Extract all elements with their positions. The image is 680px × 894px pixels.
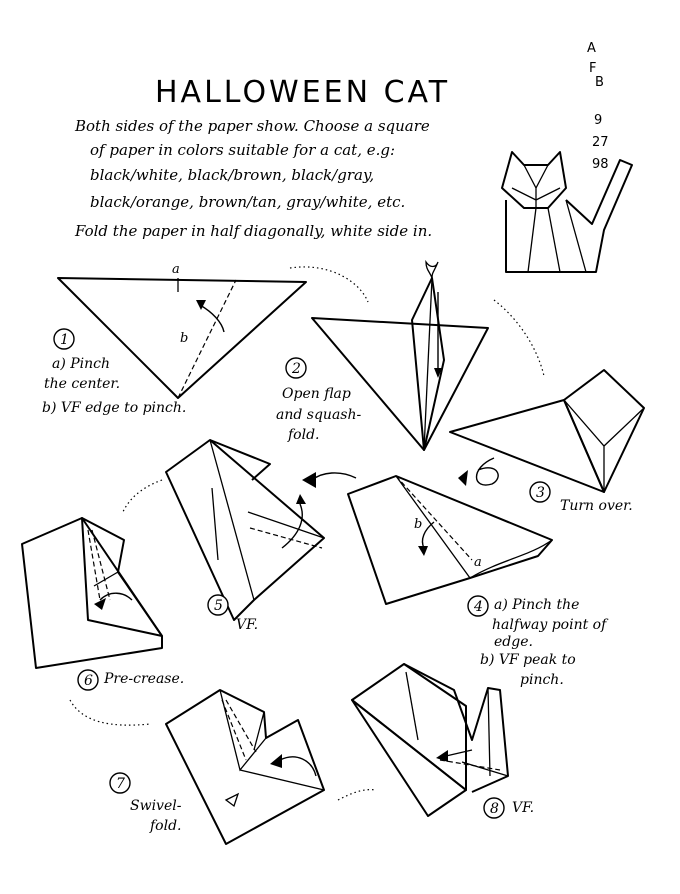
step-8-text-1: VF. [512,800,535,816]
flow-arrow-4 [122,480,162,514]
signature-date-day: 9 [594,113,603,128]
step-7-diagram [110,690,324,844]
step-1-text-3: b) VF edge to pinch. [42,400,187,416]
step-1-text-1: a) Pinch [52,356,111,372]
step-7-text-1: Swivel- [130,798,182,814]
step-2-text-1: Open flap [282,386,351,402]
signature [587,41,609,172]
flow-arrow-3 [312,473,356,480]
intro-line-5: Fold the paper in half diagonally, white side in. [75,222,433,240]
step-6-diagram [22,518,184,690]
step-6-text-1: Pre-crease. [104,671,185,687]
flow-arrow-2 [494,300,544,376]
step-4-label-a: a [474,555,482,570]
signature-date-month: 27 [592,135,609,150]
step-1-text-2: the center. [44,376,121,392]
flow-arrow-6 [338,790,376,800]
finished-cat-illustration [502,152,632,272]
step-4-text-1: a) Pinch the [494,597,580,613]
step-3-diagram [450,370,644,514]
step-4-text-5: pinch. [520,672,564,688]
step-1-number: 1 [60,332,69,348]
intro-line-1: Both sides of the paper show. Choose a square [75,117,430,135]
step-1-diagram [42,262,306,416]
step-2-text-2: and squash- [276,407,362,423]
step-8-number: 8 [490,801,499,817]
signature-date-year: 98 [592,157,609,172]
step-4-text-2: halfway point of [492,617,607,633]
intro-text [74,117,432,240]
step-4-text-4: b) VF peak to [480,652,576,668]
step-1-label-a: a [172,262,180,277]
signature-letter-a: A [587,41,596,56]
step-6-number: 6 [84,673,93,689]
step-4-number: 4 [474,599,483,615]
step-2-number: 2 [292,361,301,377]
step-4-label-b: b [414,517,423,532]
signature-letter-f: F [589,61,597,76]
page-title: HALLOWEEN CAT [155,75,451,110]
step-8-diagram [352,664,534,818]
intro-line-3: black/white, black/brown, black/gray, [90,166,375,184]
step-3-number: 3 [536,485,545,501]
signature-letter-b: B [595,75,604,90]
flow-arrow-1 [290,267,368,302]
step-7-number: 7 [116,776,125,792]
step-2-text-3: fold. [288,427,320,443]
step-5-text-1: VF. [236,617,259,633]
step-7-text-2: fold. [150,818,182,834]
step-5-diagram [166,440,324,633]
intro-line-2: of paper in colors suitable for a cat, e.g: [90,141,396,159]
step-4-text-3: edge. [494,634,533,650]
step-3-text-1: Turn over. [560,498,633,514]
step-5-number: 5 [214,598,223,614]
step-2-diagram [276,262,488,450]
step-1-label-b: b [180,331,189,346]
flow-arrow-5 [70,700,150,725]
intro-line-4: black/orange, brown/tan, gray/white, etc. [90,193,406,211]
